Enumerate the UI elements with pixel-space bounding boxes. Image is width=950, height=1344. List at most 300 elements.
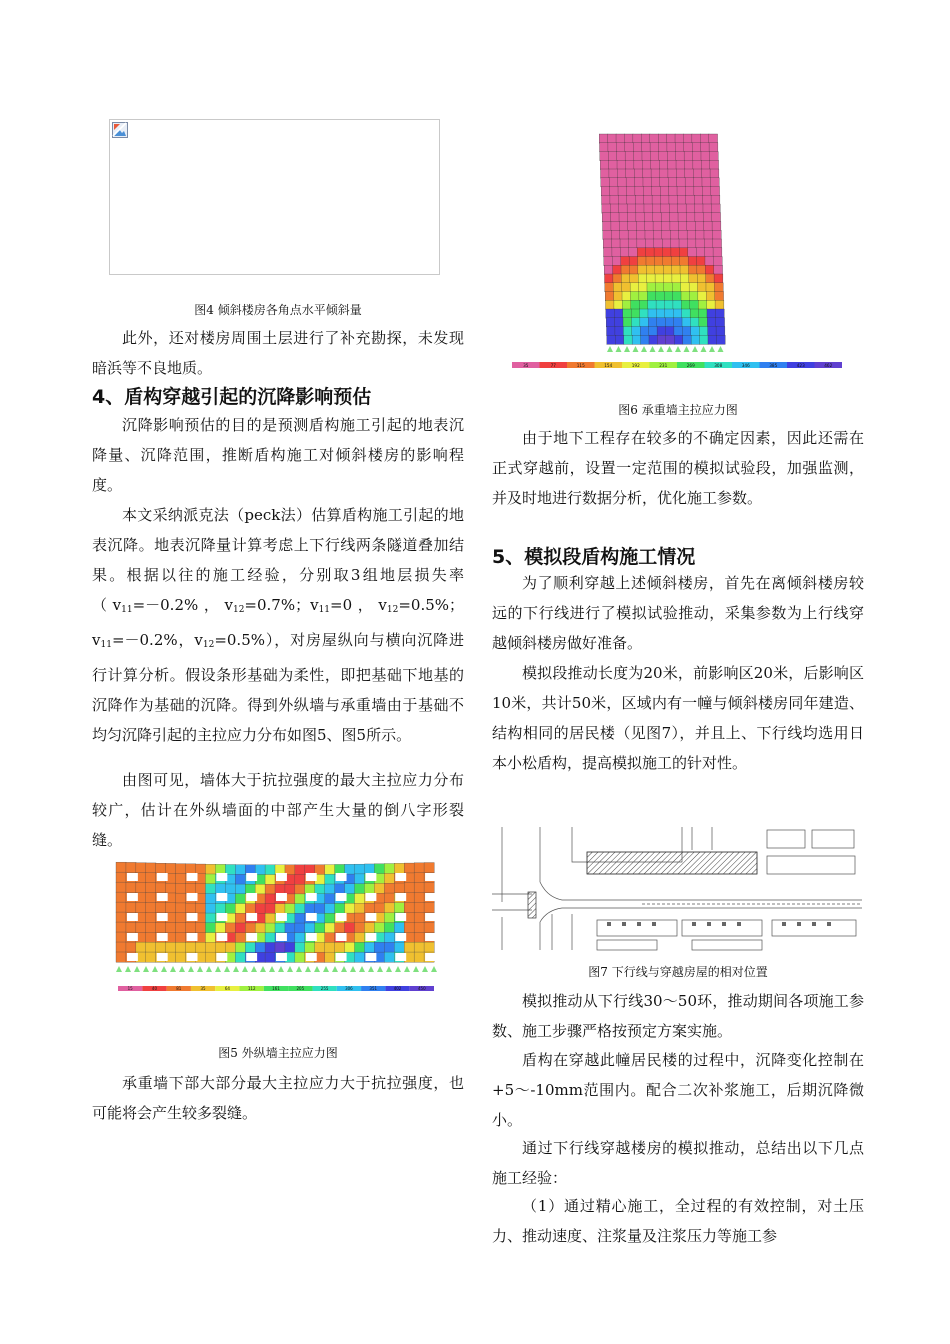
stress-cell (654, 239, 663, 248)
legend-tick-label: 402 (393, 986, 402, 992)
stress-cell (235, 942, 245, 952)
stress-cell (688, 248, 697, 257)
window-opening (246, 953, 257, 961)
paragraph: 模拟段推动长度为20米，前影响区20米，后影响区10米，共计50米，区域内有一幢与倾斜楼房同年建造、结构相同的居民楼（见图7），并且上、下行线均选用日本小松盾构，提高模拟施工的针对性。 (492, 664, 864, 772)
stress-cell (601, 169, 610, 178)
stress-cell (205, 942, 215, 952)
stress-cell (414, 863, 424, 873)
stress-cell (623, 318, 632, 327)
stress-cell (424, 922, 434, 932)
stress-cell (205, 933, 215, 943)
stress-cell (116, 862, 126, 872)
stress-cell (629, 257, 638, 266)
stress-cell (652, 195, 661, 204)
stress-cell (642, 143, 651, 152)
window-opening (336, 913, 347, 921)
paragraph: 由于地下工程存在较多的不确定因素，因此还需在正式穿越前，设置一定范围的模拟试验段，加强监测，并及时地进行数据分析，优化施工参数。 (492, 429, 864, 507)
stress-cell (627, 195, 636, 204)
stress-cell (620, 230, 629, 239)
stress-cell (706, 274, 715, 283)
stress-cell (646, 257, 655, 266)
legend-tick-label: 462 (824, 362, 833, 368)
stress-cell (622, 283, 631, 292)
stress-cell (612, 257, 621, 266)
support-marker (667, 346, 673, 352)
stress-cell (665, 309, 674, 318)
stress-cell (630, 283, 639, 292)
stress-cell (176, 873, 186, 883)
stress-cell (642, 152, 651, 161)
stress-cell (653, 222, 662, 231)
stress-cell (335, 923, 345, 933)
window-opening (216, 873, 227, 881)
stress-cell (136, 902, 146, 912)
window-opening (187, 953, 198, 961)
stress-cell (707, 309, 716, 318)
stress-cell (606, 309, 615, 318)
support-marker (170, 966, 176, 972)
legend-tick-label: 77 (550, 362, 556, 368)
legend-tick-label: 64 (224, 986, 230, 992)
stress-cell (225, 923, 235, 933)
stress-cell (196, 942, 206, 952)
legend-tick-label: 192 (631, 362, 640, 368)
window-opening (187, 933, 198, 941)
stress-cell (166, 942, 176, 952)
stress-cell (625, 143, 634, 152)
stress-cell (196, 923, 206, 933)
stress-cell (146, 893, 156, 903)
stress-cell (684, 152, 693, 161)
stress-cell (628, 222, 637, 231)
stress-cell (657, 318, 666, 327)
support-marker (314, 966, 320, 972)
stress-cell (675, 143, 684, 152)
stress-cell (205, 903, 215, 913)
stress-cell (617, 152, 626, 161)
stress-cell (712, 230, 721, 239)
stress-cell (701, 143, 710, 152)
paragraph: （1）通过精心施工，全过程的有效控制，对土压力、推动速度、注浆量及注浆压力等施工参 (492, 1197, 864, 1245)
stress-cell (245, 884, 255, 894)
stress-cell (424, 882, 434, 892)
stress-cell (384, 913, 394, 923)
stress-cell (176, 942, 186, 952)
stress-cell (315, 923, 325, 933)
stress-cell (610, 204, 619, 213)
stress-cell (235, 923, 245, 933)
figure-6-stress-map (507, 130, 847, 375)
stress-cell (275, 923, 285, 933)
window-opening (157, 873, 168, 881)
stress-cell (705, 248, 714, 257)
stress-cell (345, 942, 355, 952)
stress-cell (715, 292, 724, 301)
stress-cell (641, 134, 650, 143)
stress-cell (667, 152, 676, 161)
stress-cell (295, 894, 305, 904)
stress-cell (414, 893, 424, 903)
stress-cell (652, 187, 661, 196)
stress-cell (703, 213, 712, 222)
window-opening (336, 933, 347, 941)
stress-cell (687, 239, 696, 248)
support-marker (143, 966, 149, 972)
figure-5-caption: 图5 外纵墙主拉应力图 (218, 1046, 338, 1060)
stress-cell (325, 894, 335, 904)
stress-cell (295, 933, 305, 943)
stress-cell (612, 248, 621, 257)
paragraph-peck-method: 本文采纳派克法（peck法）估算盾构施工引起的地表沉降。地表沉降量计算考虑上下行线两条隧道叠加结果。根据以往的施工经验，分别取3组地层损失率（$v_{11}=-0.2\%$，$v_{12}=0.7\%$；$v_{11}=0$，$v_{12}=0.5\%$；$v_{11}=-0.2\%$，$v_{12}=0.5\%$），对房屋纵向与横向沉降进行计算分析。假设条形基础为柔性，即把基础下地基的沉降作为基础的沉降。得到外纵墙与承重墙由于基础不均匀沉降引起的主拉应力分布如图5、图5所示。 (92, 506, 465, 744)
stress-cell (695, 204, 704, 213)
stress-cell (684, 143, 693, 152)
stress-cell (384, 873, 394, 883)
stress-cell (325, 913, 335, 923)
stress-cell (335, 942, 345, 952)
stress-cell (625, 152, 634, 161)
stress-cell (235, 874, 245, 884)
stress-cell (606, 318, 615, 327)
stress-cell (614, 309, 623, 318)
stress-cell (295, 952, 305, 962)
stress-cell (414, 912, 424, 922)
stress-cell (689, 292, 698, 301)
legend-tick-label: 154 (604, 362, 613, 368)
stress-cell (215, 884, 225, 894)
stress-cell (604, 257, 613, 266)
stress-cell (607, 327, 616, 336)
window-opening (127, 873, 138, 881)
legend-tick-label: 81 (176, 986, 182, 992)
stress-cell (602, 204, 611, 213)
stress-cell (709, 143, 718, 152)
paragraph: 通过下行线穿越楼房的模拟推动，总结出以下几点施工经验： (492, 1139, 864, 1187)
stress-cell (708, 335, 717, 344)
support-marker (116, 966, 122, 972)
support-marker (161, 966, 167, 972)
support-marker (377, 966, 383, 972)
stress-cell (663, 265, 672, 274)
stress-cell (637, 230, 646, 239)
stress-cell (610, 195, 619, 204)
window-opening (395, 933, 406, 941)
stress-cell (637, 248, 646, 257)
support-marker (350, 966, 356, 972)
stress-cell (690, 318, 699, 327)
stress-cell (670, 213, 679, 222)
stress-cell (613, 283, 622, 292)
stress-cell (654, 248, 663, 257)
stress-cell (661, 204, 670, 213)
legend-tick-label: 308 (714, 362, 723, 368)
stress-cell (205, 894, 215, 904)
stress-cell (156, 942, 166, 952)
stress-cell (601, 178, 610, 187)
stress-cell (713, 239, 722, 248)
stress-cell (651, 160, 660, 169)
stress-cell (679, 248, 688, 257)
legend-tick-label: 423 (796, 362, 805, 368)
stress-cell (637, 239, 646, 248)
window-opening (425, 933, 436, 941)
stress-cell (374, 883, 384, 893)
stress-cell (703, 195, 712, 204)
stress-cell (600, 152, 609, 161)
stress-cell (265, 894, 275, 904)
stress-cell (629, 265, 638, 274)
window-opening (306, 953, 317, 961)
broken-image-icon (112, 122, 128, 138)
stress-cell (662, 239, 671, 248)
stress-cell (265, 952, 275, 962)
window-opening (127, 933, 138, 941)
stress-cell (116, 932, 126, 942)
stress-cell (697, 274, 706, 283)
stress-cell (255, 923, 265, 933)
window-opening (306, 893, 317, 901)
stress-cell (699, 318, 708, 327)
stress-cell (630, 292, 639, 301)
stress-cell (604, 265, 613, 274)
stress-cell (345, 903, 355, 913)
stress-cell (702, 169, 711, 178)
stress-cell (255, 904, 265, 914)
stress-cell (136, 883, 146, 893)
stress-cell (295, 904, 305, 914)
stress-cell (676, 152, 685, 161)
figure-5-stress-map (108, 858, 438, 998)
stress-cell (664, 283, 673, 292)
stress-cell (617, 160, 626, 169)
stress-cell (668, 178, 677, 187)
stress-cell (622, 292, 631, 301)
stress-cell (690, 300, 699, 309)
stress-cell (176, 864, 186, 874)
stress-cell (678, 213, 687, 222)
stress-cell (610, 187, 619, 196)
stress-cell (671, 248, 680, 257)
stress-cell (116, 912, 126, 922)
stress-cell (116, 942, 126, 952)
stress-cell (355, 864, 365, 874)
stress-cell (176, 913, 186, 923)
stress-cell (712, 213, 721, 222)
stress-cell (255, 942, 265, 952)
window-opening (395, 913, 406, 921)
stress-cell (126, 942, 136, 952)
stress-cell (670, 230, 679, 239)
stress-cell (701, 152, 710, 161)
stress-cell (146, 952, 156, 962)
window-opening (216, 893, 227, 901)
stress-cell (638, 274, 647, 283)
stress-cell (654, 257, 663, 266)
stress-cell (611, 230, 620, 239)
paragraph: 模拟推动从下行线30～50环，推动期间各项施工参数、施工步骤严格按预定方案实施。 (492, 992, 864, 1040)
stress-cell (414, 902, 424, 912)
stress-cell (225, 884, 235, 894)
stress-cell (680, 265, 689, 274)
legend-tick-label: 255 (320, 986, 329, 992)
stress-cell (156, 863, 166, 873)
stress-cell (639, 300, 648, 309)
support-marker (323, 966, 329, 972)
stress-cell (679, 239, 688, 248)
stress-cell (638, 257, 647, 266)
stress-cell (698, 300, 707, 309)
stress-cell (608, 134, 617, 143)
stress-cell (285, 942, 295, 952)
window-opening (395, 893, 406, 901)
figure-7-site-plan (492, 822, 862, 952)
stress-cell (688, 265, 697, 274)
stress-cell (709, 152, 718, 161)
stress-cell (146, 873, 156, 883)
stress-cell (656, 309, 665, 318)
stress-cell (690, 309, 699, 318)
stress-cell (615, 318, 624, 327)
window-opening (365, 913, 376, 921)
stress-cell (245, 923, 255, 933)
stress-cell (156, 922, 166, 932)
stress-cell (305, 904, 315, 914)
stress-cell (636, 213, 645, 222)
stress-cell (265, 865, 275, 875)
stress-cell (703, 204, 712, 213)
stress-cell (659, 143, 668, 152)
stress-cell (685, 178, 694, 187)
stress-cell (414, 883, 424, 893)
stress-cell (681, 283, 690, 292)
stress-cell (116, 902, 126, 912)
stress-cell (295, 923, 305, 933)
stress-cell (215, 942, 225, 952)
stress-cell (325, 865, 335, 875)
stress-cell (616, 134, 625, 143)
stress-cell (374, 923, 384, 933)
stress-cell (686, 213, 695, 222)
stress-cell (671, 257, 680, 266)
stress-cell (710, 169, 719, 178)
stress-cell (674, 327, 683, 336)
stress-cell (678, 222, 687, 231)
stress-cell (414, 952, 424, 962)
stress-cell (700, 134, 709, 143)
stress-cell (663, 248, 672, 257)
figure-4-caption: 图4 倾斜楼房各角点水平倾斜量 (194, 303, 362, 317)
paragraph: 由图可见，墙体大于抗拉强度的最大主拉应力分布较广，估计在外纵墙面的中部产生大量的倒八字形裂缝。 (92, 771, 464, 849)
stress-cell (669, 187, 678, 196)
stress-cell (315, 904, 325, 914)
stress-cell (650, 134, 659, 143)
stress-cell (620, 248, 629, 257)
stress-cell (664, 274, 673, 283)
stress-cell (702, 187, 711, 196)
stress-cell (644, 204, 653, 213)
stress-cell (196, 864, 206, 874)
stress-cell (404, 942, 414, 952)
stress-cell (687, 230, 696, 239)
legend-tick-label: 351 (369, 986, 378, 992)
stress-cell (673, 292, 682, 301)
stress-cell (364, 942, 374, 952)
stress-cell (205, 874, 215, 884)
stress-cell (424, 863, 434, 873)
stress-cell (355, 884, 365, 894)
stress-cell (384, 952, 394, 962)
stress-cell (116, 952, 126, 962)
stress-cell (685, 169, 694, 178)
stress-cell (205, 884, 215, 894)
stress-cell (649, 327, 658, 336)
stress-cell (136, 922, 146, 932)
stress-cell (606, 300, 615, 309)
stress-cell (146, 942, 156, 952)
stress-cell (235, 904, 245, 914)
stress-cell (688, 257, 697, 266)
stress-cell (245, 942, 255, 952)
stress-cell (698, 283, 707, 292)
stress-cell (704, 222, 713, 231)
legend-tick-label: 306 (345, 986, 353, 992)
stress-cell (705, 257, 714, 266)
stress-cell (662, 222, 671, 231)
window-opening (276, 873, 287, 881)
stress-cell (668, 160, 677, 169)
stress-cell (235, 894, 245, 904)
window-opening (216, 953, 227, 961)
stress-cell (146, 922, 156, 932)
stress-cell (716, 318, 725, 327)
support-marker (206, 966, 212, 972)
legend-tick-label: 112 (247, 986, 256, 992)
stress-cell (640, 309, 649, 318)
window-opening (246, 873, 257, 881)
stress-cell (325, 923, 335, 933)
stress-cell (658, 134, 667, 143)
stress-cell (618, 178, 627, 187)
stress-cell (635, 195, 644, 204)
window-opening (187, 893, 198, 901)
stress-cell (639, 292, 648, 301)
stress-cell (335, 903, 345, 913)
stress-cell (698, 292, 707, 301)
stress-cell (607, 335, 616, 344)
paragraph: 盾构在穿越此幢居民楼的过程中，沉降变化控制在+5～-10mm范围内。配合二次补浆施工，后期沉降微小。 (492, 1051, 864, 1129)
window-opening (365, 873, 376, 881)
window-opening (306, 933, 317, 941)
stress-cell (196, 884, 206, 894)
stress-cell (315, 884, 325, 894)
stress-cell (384, 883, 394, 893)
stress-cell (639, 283, 648, 292)
stress-cell (602, 213, 611, 222)
stress-cell (650, 152, 659, 161)
window-opening (246, 933, 257, 941)
stress-cell (692, 143, 701, 152)
stress-cell (645, 230, 654, 239)
legend-tick-label: 231 (659, 362, 668, 368)
stress-cell (709, 134, 718, 143)
legend-tick-label: 35 (200, 986, 206, 992)
stress-cell (364, 923, 374, 933)
support-marker (305, 966, 311, 972)
stress-cell (667, 143, 676, 152)
stress-cell (635, 178, 644, 187)
stress-cell (394, 942, 404, 952)
paragraph: 此外，还对楼房周围土层进行了补充勘探，未发现暗浜等不良地质。 (92, 329, 464, 377)
stress-cell (176, 893, 186, 903)
